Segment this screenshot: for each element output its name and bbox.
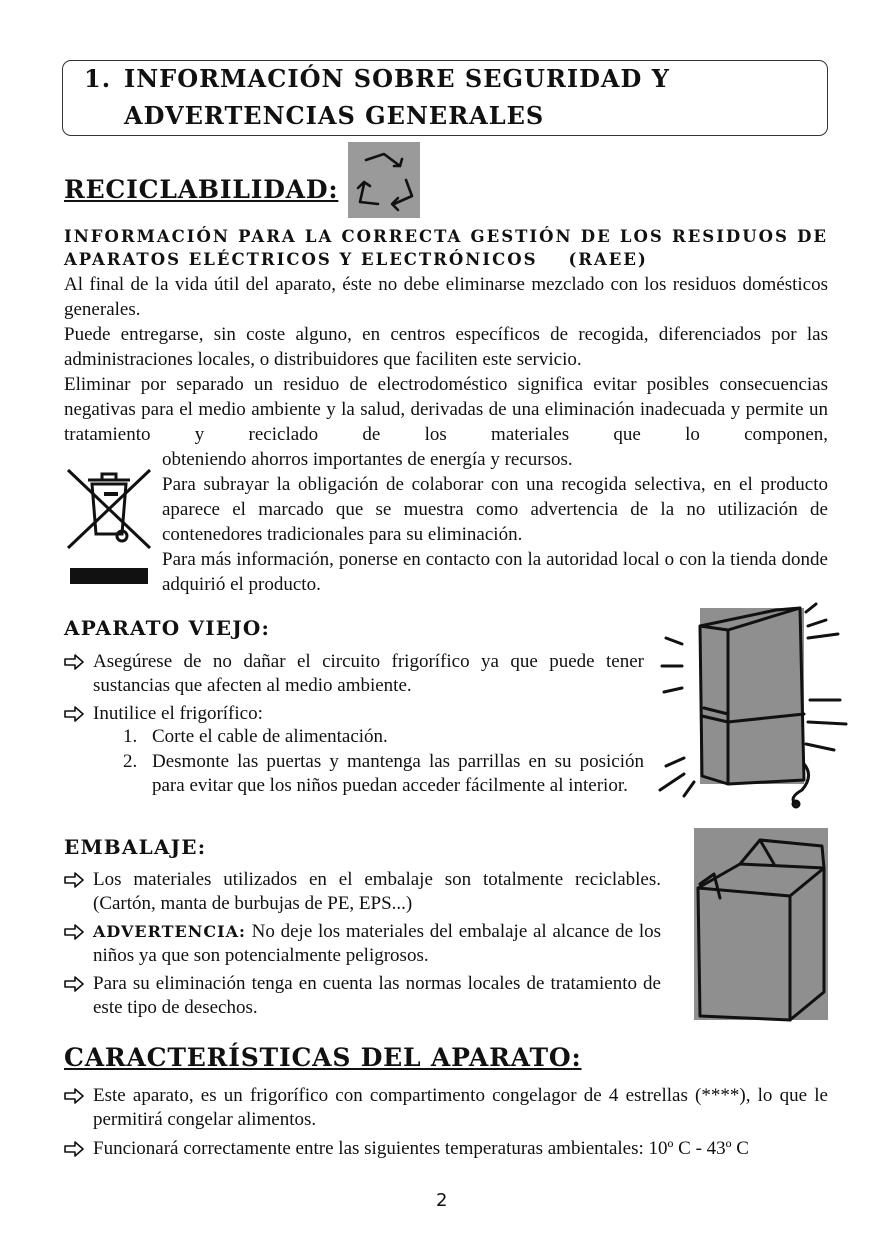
raee-paragraph-3-cont: obteniendo ahorros importantes de energía y recursos. [162,449,573,470]
aparato-viejo-bullet-1: Asegúrese de no dañar el circuito frigorífico ya que puede tener sustancias que afecten al medio ambiente. [93,651,644,696]
numbered-item-1-number: 1. [123,726,138,747]
numbered-item-1: Corte el cable de alimentación. [152,726,388,747]
embalaje-bullet-3: Para su eliminación tenga en cuenta las normas locales de tratamiento de este tipo de desechos. [93,973,661,1018]
raee-paragraph-4: Para subrayar la obligación de colaborar con una recogida selectiva, en el producto aparece el marcado que se muestra como advertencia de la no utilización de contenedores tradicionales para su eliminación. [162,474,828,545]
aparato-viejo-bullet-2: Inutilice el frigorífico: [93,703,263,724]
list-item [93,868,661,916]
arrow-bullet-icon [64,705,84,723]
embalaje-bullet-1: Los materiales utilizados en el embalaje son totalmente reciclables. (Cartón, manta de burbujas de PE, EPS...) [93,869,661,914]
aparato-viejo-heading: APARATO VIEJO: [64,616,271,640]
reciclabilidad-heading: RECICLABILIDAD: [64,175,339,204]
arrow-bullet-icon [64,975,84,993]
embalaje-bullet-2: No deje los materiales del embalaje al alcance de los niños ya que son potencialmente peligrosos. [93,921,661,966]
list-item [123,725,644,749]
raee-paragraph-2: Puede entregarse, sin coste alguno, en centros específicos de recogida, diferenciados por las administraciones locales, o distribuidores que faciliten este servicio. [64,324,828,370]
crossed-bin-icon [64,462,154,588]
list-item [93,1137,828,1161]
warning-label: ADVERTENCIA: [93,922,246,941]
page-number: 2 [436,1190,448,1211]
arrow-bullet-icon [64,1087,84,1105]
arrow-bullet-icon [64,1140,84,1158]
list-item [93,1084,828,1132]
caracteristicas-bullet-2: Funcionará correctamente entre las siguientes temperaturas ambientales: 10º C - 43º C [93,1138,749,1159]
embalaje-heading: EMBALAJE: [64,835,207,859]
arrow-bullet-icon [64,871,84,889]
list-item [93,920,661,968]
section-number: 1. [84,64,112,93]
raee-paragraph-1: Al final de la vida útil del aparato, éste no debe eliminarse mezclado con los residuos domésticos generales. [64,274,828,320]
list-item [93,650,644,698]
recycle-icon [348,142,420,218]
numbered-item-2: Desmonte las puertas y mantenga las parrillas en su posición para evitar que los niños puedan acceder fácilmente al interior. [152,751,644,796]
arrow-bullet-icon [64,923,84,941]
section-title-line1: INFORMACIÓN SOBRE SEGURIDAD Y [124,64,670,93]
raee-subheading-line1: INFORMACIÓN PARA LA CORRECTA GESTIÓN DE LOS RESIDUOS DE [64,227,828,246]
caracteristicas-heading: CARACTERÍSTICAS DEL APARATO: [64,1043,582,1072]
numbered-item-2-number: 2. [123,751,138,772]
list-item [93,972,661,1020]
fridge-illustration [656,600,854,822]
box-illustration [690,824,832,1024]
section-title-line2: ADVERTENCIAS GENERALES [124,101,545,130]
raee-paragraph-5: Para más información, ponerse en contacto con la autoridad local o con la tienda donde adquirió el producto. [162,549,828,595]
arrow-bullet-icon [64,653,84,671]
raee-paragraph-3: Eliminar por separado un residuo de electrodoméstico significa evitar posibles consecuencias negativas para el medio ambiente y la salud, derivadas de una eliminación inadecuada y permite un tratamiento y reciclado de los materiales que lo componen, [64,374,828,445]
caracteristicas-bullet-1: Este aparato, es un frigorífico con compartimento congelagor de 4 estrellas (****), lo que le permitirá congelar alimentos. [93,1085,828,1130]
raee-subheading-line2: APARATOS ELÉCTRICOS Y ELECTRÓNICOS (RAEE) [64,250,648,269]
list-item [93,702,644,726]
list-item [123,750,644,798]
